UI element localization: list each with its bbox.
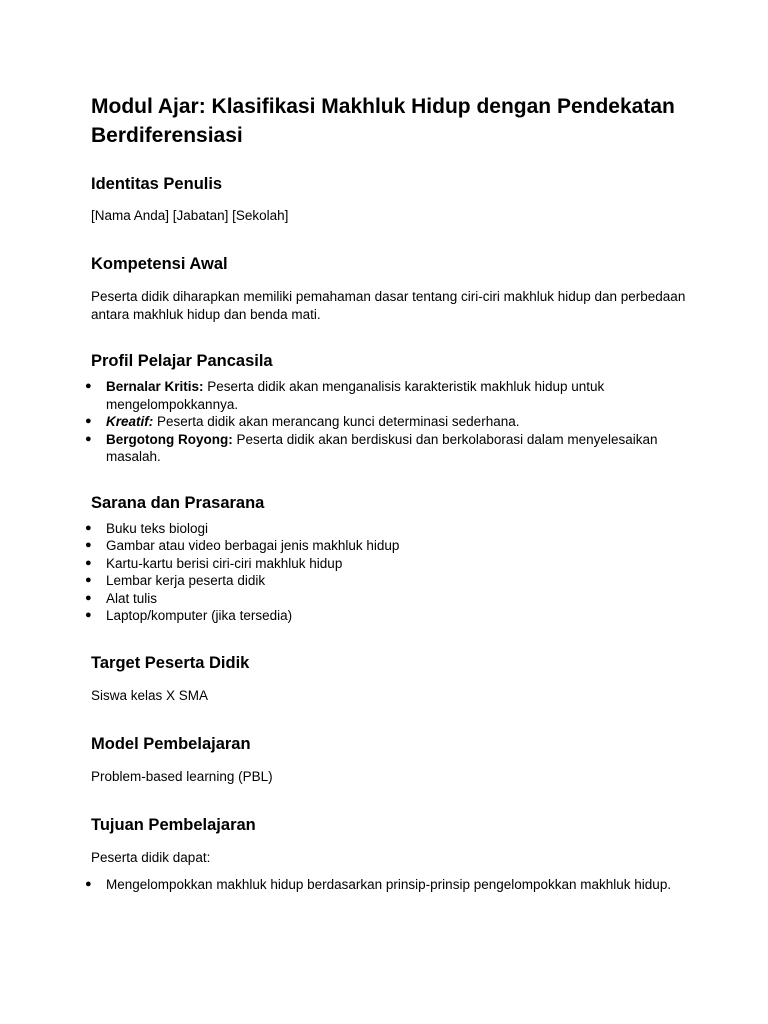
section-profil-pelajar-pancasila	[85, 350, 691, 466]
section-heading: Kompetensi Awal	[91, 255, 228, 273]
model-text: Problem-based learning (PBL)	[91, 768, 273, 784]
bullet-icon: ●	[85, 591, 92, 604]
section-heading: Model Pembelajaran	[91, 734, 251, 753]
tujuan-list	[85, 876, 691, 894]
bullet-icon: ●	[85, 609, 92, 621]
bullet-icon: ●	[85, 380, 92, 392]
section-heading: Tujuan Pembelajaran	[91, 815, 256, 834]
bullet-icon: ●	[85, 539, 92, 551]
section-heading: Identitas Penulis	[91, 175, 223, 193]
list-item-term: Kreatif:	[106, 414, 154, 429]
list-item	[85, 607, 691, 625]
document-page	[85, 92, 691, 893]
list-item-text: Laptop/komputer (jika tersedia)	[106, 608, 293, 623]
list-item-text: Lembar kerja peserta didik	[106, 573, 266, 588]
bullet-icon: ●	[85, 521, 92, 534]
list-item	[85, 876, 691, 894]
bullet-icon: ●	[85, 432, 92, 445]
sarana-list	[85, 520, 691, 625]
section-heading: Target Peserta Didik	[91, 653, 250, 672]
section-heading: Profil Pelajar Pancasila	[91, 352, 273, 370]
profil-list	[85, 378, 691, 466]
target-text: Siswa kelas X SMA	[91, 687, 209, 703]
section-target-peserta-didik	[91, 652, 691, 705]
bullet-icon: ●	[85, 574, 92, 586]
identitas-text: [Nama Anda] [Jabatan] [Sekolah]	[91, 208, 289, 223]
list-item-term: Bernalar Kritis:	[106, 379, 204, 394]
bullet-icon: ●	[85, 877, 92, 890]
section-tujuan-pembelajaran	[85, 814, 691, 894]
list-item	[85, 520, 691, 538]
section-model-pembelajaran	[91, 733, 691, 786]
section-heading: Sarana dan Prasarana	[91, 493, 265, 512]
list-item	[85, 590, 691, 608]
list-item-text: Peserta didik akan berdiskusi dan berkolaborasi dalam menyelesaikan masalah.	[106, 431, 658, 464]
list-item	[85, 413, 691, 431]
list-item	[85, 431, 691, 466]
list-item	[85, 555, 691, 573]
list-item	[85, 537, 691, 555]
list-item	[85, 378, 691, 413]
kompetensi-text: Peserta didik diharapkan memiliki pemahaman dasar tentang ciri-ciri makhluk hidup dan perbedaan antara makhluk hidup dan benda mati.	[91, 289, 686, 322]
section-identitas-penulis	[91, 173, 691, 225]
list-item	[85, 572, 691, 590]
tujuan-intro: Peserta didik dapat:	[91, 849, 211, 865]
list-item-text: Kartu-kartu berisi ciri-ciri makhluk hidup	[106, 555, 343, 571]
list-item-text: Alat tulis	[106, 590, 158, 606]
list-item-text: Peserta didik akan merancang kunci determinasi sederhana.	[153, 414, 520, 429]
list-item-text: Buku teks biologi	[106, 520, 209, 536]
document-title: Modul Ajar: Klasifikasi Makhluk Hidup dengan Pendekatan Berdiferensiasi	[91, 95, 675, 147]
section-sarana-prasarana	[85, 492, 691, 625]
list-item-term: Bergotong Royong:	[106, 431, 233, 447]
list-item-text: Gambar atau video berbagai jenis makhluk hidup	[106, 538, 400, 553]
list-item-text: Peserta didik akan menganalisis karakteristik makhluk hidup untuk mengelompokkannya.	[106, 379, 605, 412]
list-item-text: Mengelompokkan makhluk hidup berdasarkan prinsip-prinsip pengelompokkan makhluk hidup.	[106, 876, 672, 892]
section-kompetensi-awal	[91, 253, 691, 324]
bullet-icon: ●	[85, 415, 92, 427]
bullet-icon: ●	[85, 556, 92, 569]
